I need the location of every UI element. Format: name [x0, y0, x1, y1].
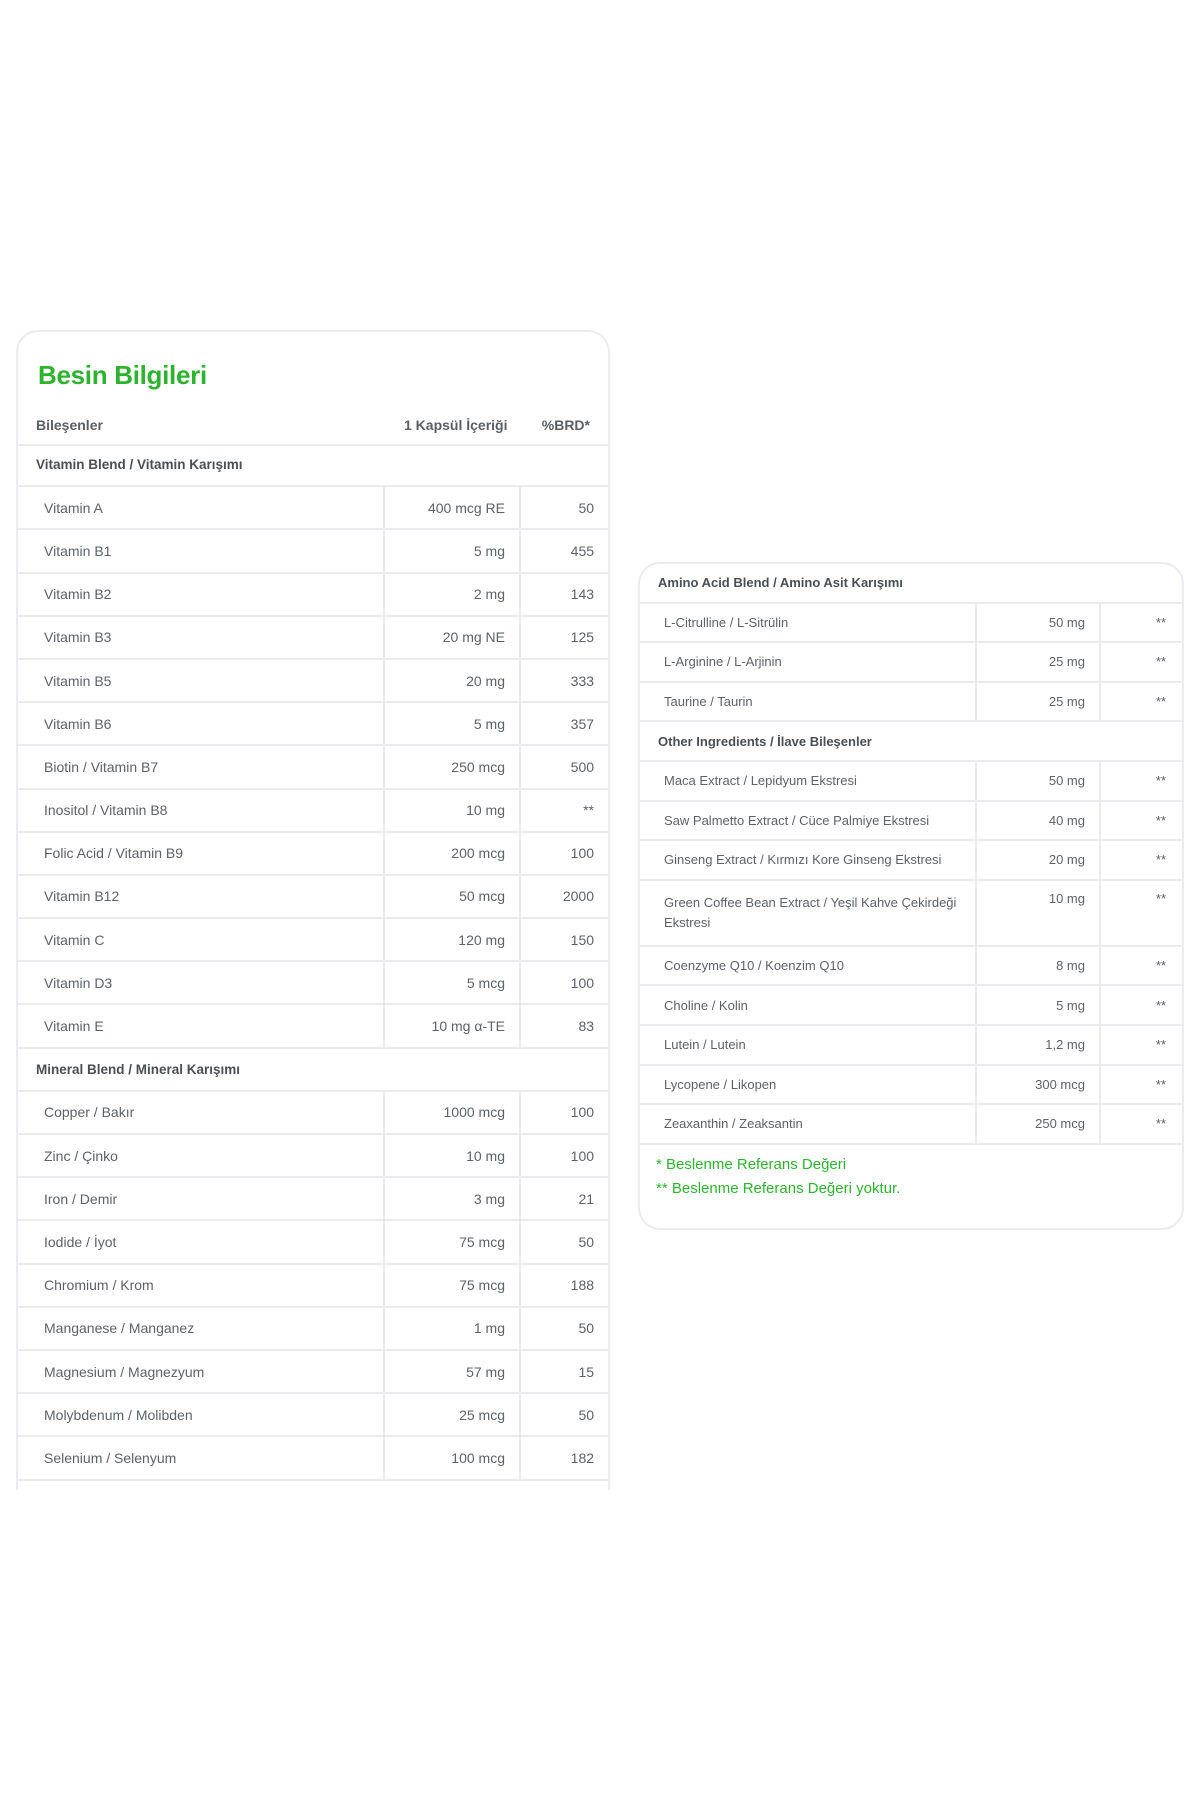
ingredient-amount: 57 mg — [384, 1350, 520, 1393]
ingredient-rda: 21 — [520, 1177, 608, 1220]
ingredient-name: Iron / Demir — [18, 1177, 384, 1220]
table-row — [640, 1025, 1182, 1065]
ingredient-rda: 100 — [520, 832, 608, 875]
nutrition-card-left — [16, 330, 610, 1490]
ingredient-amount: 20 mg — [976, 840, 1100, 880]
ingredient-rda: 357 — [520, 702, 608, 745]
table-row — [18, 1220, 608, 1263]
ingredient-name: Copper / Bakır — [18, 1091, 384, 1134]
ingredient-amount: 1000 mcg — [384, 1091, 520, 1134]
ingredient-amount: 10 mg — [384, 789, 520, 832]
ingredient-amount: 10 mg — [384, 1134, 520, 1177]
table-row — [640, 985, 1182, 1025]
ingredient-name: Zeaxanthin / Zeaksantin — [640, 1104, 976, 1144]
ingredient-amount: 8 mg — [976, 946, 1100, 986]
ingredient-name: Vitamin C — [18, 918, 384, 961]
ingredient-amount: 5 mg — [384, 529, 520, 572]
section-header — [640, 721, 1182, 761]
table-row — [640, 603, 1182, 643]
table-row — [18, 1307, 608, 1350]
ingredient-rda: ** — [1100, 642, 1182, 682]
ingredient-rda: 100 — [520, 1134, 608, 1177]
ingredient-name: Lutein / Lutein — [640, 1025, 976, 1065]
ingredient-amount: 25 mg — [976, 682, 1100, 722]
table-row — [18, 1091, 608, 1134]
ingredient-amount: 75 mcg — [384, 1264, 520, 1307]
table-row — [640, 642, 1182, 682]
table-row — [18, 1134, 608, 1177]
ingredient-rda: ** — [1100, 603, 1182, 643]
table-row — [18, 702, 608, 745]
page-title: Besin Bilgileri — [38, 360, 207, 390]
ingredient-rda: ** — [1100, 1025, 1182, 1065]
ingredient-name: Vitamin B12 — [18, 875, 384, 918]
ingredient-amount: 1 mg — [384, 1307, 520, 1350]
section-title: Amino Acid Blend / Amino Asit Karışımı — [640, 564, 1182, 603]
ingredient-amount: 50 mg — [976, 603, 1100, 643]
ingredient-amount: 200 mcg — [384, 832, 520, 875]
ingredient-name: Lycopene / Likopen — [640, 1065, 976, 1105]
table-row — [18, 961, 608, 1004]
nutrition-table-left — [18, 444, 608, 1481]
ingredient-rda: 50 — [520, 1307, 608, 1350]
ingredient-rda: 455 — [520, 529, 608, 572]
table-row — [18, 529, 608, 572]
ingredient-name: Choline / Kolin — [640, 985, 976, 1025]
ingredient-name: Taurine / Taurin — [640, 682, 976, 722]
table-row — [18, 789, 608, 832]
ingredient-name: Chromium / Krom — [18, 1264, 384, 1307]
ingredient-rda: 182 — [520, 1436, 608, 1479]
ingredient-name: Vitamin B5 — [18, 659, 384, 702]
ingredient-name: Molybdenum / Molibden — [18, 1393, 384, 1436]
table-row — [640, 840, 1182, 880]
footnote-no-rda: ** Beslenme Referans Değeri yoktur. — [656, 1180, 901, 1197]
table-row — [18, 1177, 608, 1220]
table-row — [18, 616, 608, 659]
ingredient-amount: 50 mcg — [384, 875, 520, 918]
ingredient-rda: 50 — [520, 1393, 608, 1436]
ingredient-amount: 2 mg — [384, 573, 520, 616]
section-header — [640, 564, 1182, 603]
ingredient-rda: 50 — [520, 486, 608, 529]
ingredient-name: Vitamin D3 — [18, 961, 384, 1004]
ingredient-name: Vitamin A — [18, 486, 384, 529]
table-row — [18, 918, 608, 961]
ingredient-rda: 333 — [520, 659, 608, 702]
ingredient-name: Maca Extract / Lepidyum Ekstresi — [640, 761, 976, 801]
ingredient-name: L-Arginine / L-Arjinin — [640, 642, 976, 682]
section-header — [18, 444, 608, 486]
table-row — [18, 875, 608, 918]
header-per-capsule: 1 Kapsül İçeriği — [404, 417, 508, 433]
ingredient-rda: 100 — [520, 961, 608, 1004]
ingredient-rda: ** — [1100, 801, 1182, 841]
header-ingredient: Bileşenler — [36, 417, 103, 433]
section-header — [18, 1048, 608, 1091]
ingredient-name: Vitamin B6 — [18, 702, 384, 745]
ingredient-name: Manganese / Manganez — [18, 1307, 384, 1350]
ingredient-rda: ** — [520, 789, 608, 832]
section-title: Other Ingredients / İlave Bileşenler — [640, 721, 1182, 761]
ingredient-rda: 188 — [520, 1264, 608, 1307]
table-row — [640, 801, 1182, 841]
ingredient-name: Inositol / Vitamin B8 — [18, 789, 384, 832]
ingredient-amount: 250 mcg — [976, 1104, 1100, 1144]
ingredient-name: Ginseng Extract / Kırmızı Kore Ginseng Ekstresi — [640, 840, 976, 880]
ingredient-name: Magnesium / Magnezyum — [18, 1350, 384, 1393]
ingredient-rda: 15 — [520, 1350, 608, 1393]
ingredient-amount: 120 mg — [384, 918, 520, 961]
table-row — [640, 1104, 1182, 1144]
ingredient-name: Selenium / Selenyum — [18, 1436, 384, 1479]
section-title: Vitamin Blend / Vitamin Karışımı — [18, 444, 608, 486]
ingredient-rda: 143 — [520, 573, 608, 616]
ingredient-rda: 150 — [520, 918, 608, 961]
table-row — [640, 761, 1182, 801]
header-rda: %BRD* — [541, 417, 590, 433]
ingredient-rda: ** — [1100, 1104, 1182, 1144]
ingredient-rda: ** — [1100, 880, 1182, 946]
table-row — [18, 1004, 608, 1047]
ingredient-amount: 20 mg NE — [384, 616, 520, 659]
ingredient-amount: 25 mcg — [384, 1393, 520, 1436]
ingredient-rda: 100 — [520, 1091, 608, 1134]
ingredient-name: Folic Acid / Vitamin B9 — [18, 832, 384, 875]
ingredient-amount: 300 mcg — [976, 1065, 1100, 1105]
ingredient-rda: 83 — [520, 1004, 608, 1047]
ingredient-name: Vitamin E — [18, 1004, 384, 1047]
ingredient-rda: 50 — [520, 1220, 608, 1263]
ingredient-amount: 5 mg — [384, 702, 520, 745]
ingredient-rda: ** — [1100, 682, 1182, 722]
ingredient-amount: 400 mcg RE — [384, 486, 520, 529]
table-row — [640, 682, 1182, 722]
ingredient-name: Vitamin B3 — [18, 616, 384, 659]
ingredient-amount: 5 mg — [976, 985, 1100, 1025]
table-row — [18, 573, 608, 616]
nutrition-card-right — [638, 562, 1184, 1230]
table-row — [18, 1264, 608, 1307]
ingredient-name: Iodide / İyot — [18, 1220, 384, 1263]
table-row — [640, 880, 1182, 946]
ingredient-name: Biotin / Vitamin B7 — [18, 745, 384, 788]
table-row — [18, 1350, 608, 1393]
nutrition-table-right — [640, 564, 1182, 1145]
ingredient-amount: 40 mg — [976, 801, 1100, 841]
ingredient-amount: 10 mg α-TE — [384, 1004, 520, 1047]
table-row — [18, 1436, 608, 1479]
table-row — [18, 659, 608, 702]
ingredient-rda: ** — [1100, 1065, 1182, 1105]
ingredient-name: Saw Palmetto Extract / Cüce Palmiye Ekstresi — [640, 801, 976, 841]
ingredient-rda: 2000 — [520, 875, 608, 918]
ingredient-rda: 500 — [520, 745, 608, 788]
section-title: Mineral Blend / Mineral Karışımı — [18, 1048, 608, 1091]
table-row — [640, 946, 1182, 986]
table-row — [18, 832, 608, 875]
ingredient-amount: 1,2 mg — [976, 1025, 1100, 1065]
ingredient-name: L-Citrulline / L-Sitrülin — [640, 603, 976, 643]
table-row — [18, 745, 608, 788]
table-header — [18, 404, 608, 446]
table-row — [18, 486, 608, 529]
ingredient-name: Zinc / Çinko — [18, 1134, 384, 1177]
ingredient-rda: 125 — [520, 616, 608, 659]
ingredient-amount: 250 mcg — [384, 745, 520, 788]
table-row — [640, 1065, 1182, 1105]
ingredient-name: Vitamin B2 — [18, 573, 384, 616]
ingredient-amount: 3 mg — [384, 1177, 520, 1220]
ingredient-amount: 50 mg — [976, 761, 1100, 801]
ingredient-amount: 10 mg — [976, 880, 1100, 946]
ingredient-amount: 75 mcg — [384, 1220, 520, 1263]
ingredient-amount: 20 mg — [384, 659, 520, 702]
ingredient-name: Green Coffee Bean Extract / Yeşil Kahve Çekirdeği Ekstresi — [640, 880, 976, 946]
ingredient-rda: ** — [1100, 761, 1182, 801]
ingredient-amount: 100 mcg — [384, 1436, 520, 1479]
ingredient-rda: ** — [1100, 985, 1182, 1025]
ingredient-name: Coenzyme Q10 / Koenzim Q10 — [640, 946, 976, 986]
footnote-rda: * Beslenme Referans Değeri — [656, 1156, 847, 1173]
ingredient-amount: 5 mcg — [384, 961, 520, 1004]
table-row — [18, 1393, 608, 1436]
ingredient-name: Vitamin B1 — [18, 529, 384, 572]
ingredient-rda: ** — [1100, 946, 1182, 986]
ingredient-rda: ** — [1100, 840, 1182, 880]
ingredient-amount: 25 mg — [976, 642, 1100, 682]
